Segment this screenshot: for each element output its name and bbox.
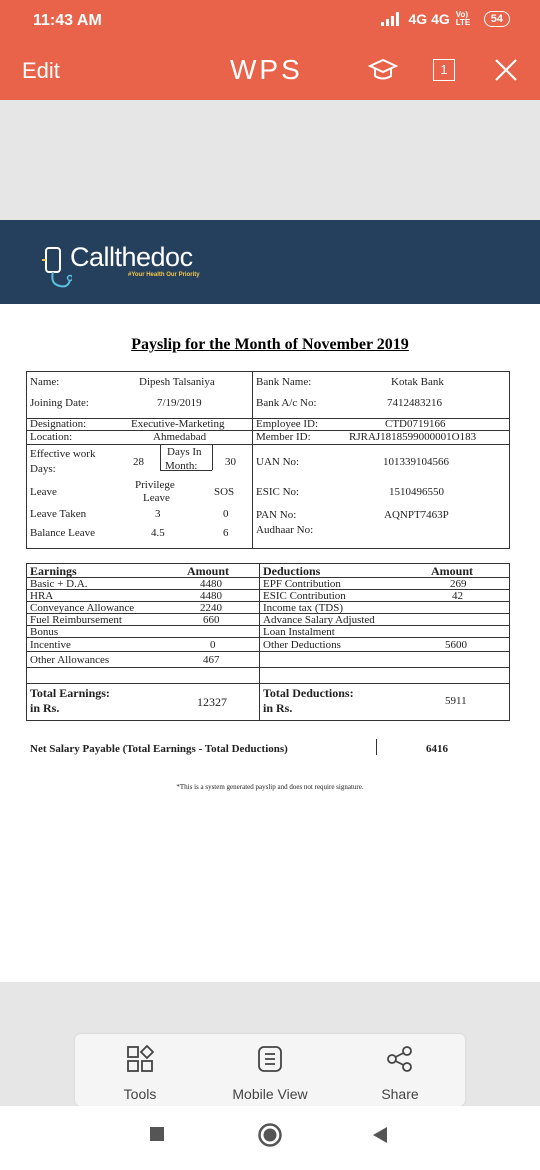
deduction-label: Advance Salary Adjusted: [263, 614, 375, 626]
deduction-label: EPF Contribution: [263, 578, 341, 590]
balance-leave-sos: 6: [223, 527, 229, 539]
designation-value: Executive-Marketing: [131, 418, 225, 430]
leave-taken-label: Leave Taken: [30, 508, 87, 520]
app-logo: WPS: [230, 54, 303, 85]
earning-label: Incentive: [30, 639, 71, 651]
net-divider: [376, 739, 377, 755]
earning-label: Fuel Reimbursement: [30, 614, 122, 626]
member-id-value: RJRAJ1818599000001O183: [349, 431, 477, 443]
payslip-footnote: *This is a system generated payslip and does not require signature.: [176, 783, 364, 791]
net-salary-value: 6416: [426, 743, 448, 755]
tools-button[interactable]: [95, 1044, 185, 1102]
bottom-action-panel: [75, 1034, 465, 1106]
total-deductions-label: Total Deductions:: [263, 686, 354, 700]
effective-days-value: 28: [133, 456, 144, 468]
phone-stethoscope-icon: [40, 242, 72, 292]
total-deductions-label-2: in Rs.: [263, 701, 293, 715]
earning-label: Conveyance Allowance: [30, 602, 135, 614]
share-icon: [386, 1045, 414, 1073]
employee-id-label: Employee ID:: [256, 418, 319, 430]
privilege-leave-label-2: Leave: [143, 492, 170, 504]
brand-tagline: #Your Health Our Priority: [128, 272, 200, 278]
share-button[interactable]: [355, 1044, 445, 1102]
esic-value: 1510496550: [389, 486, 444, 498]
total-earnings-value: 12327: [197, 695, 227, 709]
leave-taken-privilege: 3: [155, 508, 161, 520]
earning-label: Bonus: [30, 626, 59, 638]
total-deductions-value: 5911: [445, 695, 467, 707]
deduction-label: ESIC Contribution: [263, 590, 346, 602]
back-icon[interactable]: [372, 1126, 388, 1144]
earning-label: Basic + D.A.: [30, 578, 88, 590]
deduction-label: Income tax (TDS): [263, 602, 344, 614]
effective-days-label: Effective work: [30, 448, 96, 460]
company-banner: [0, 220, 540, 304]
name-value: Dipesh Talsaniya: [139, 376, 215, 388]
days-in-month-value: 30: [225, 456, 236, 468]
deduction-label: Loan Instalment: [263, 626, 335, 638]
total-earnings-label: Total Earnings:: [30, 686, 110, 700]
bank-account-label: Bank A/c No:: [256, 397, 317, 409]
pan-value: AQNPT7463P: [384, 509, 449, 521]
sos-label: SOS: [214, 486, 235, 498]
days-in-month-label: Days In: [167, 446, 202, 458]
mobile-view-icon: [256, 1044, 284, 1074]
esic-label: ESIC No:: [256, 486, 300, 498]
uan-label: UAN No:: [256, 456, 300, 468]
employee-info-table: [26, 371, 510, 549]
effective-days-label-2: Days:: [30, 463, 56, 475]
app-toolbar: [0, 42, 540, 100]
deduction-label: Other Deductions: [263, 639, 341, 651]
deductions-amount-header: Amount: [431, 564, 474, 578]
deductions-header: Deductions: [263, 564, 321, 578]
page-count-button[interactable]: 1: [433, 59, 455, 81]
brand-name: Callthedoc: [70, 242, 193, 272]
name-label: Name:: [30, 376, 60, 388]
member-id-label: Member ID:: [256, 431, 311, 443]
earning-amount: 467: [203, 654, 220, 666]
earnings-header: Earnings: [30, 564, 77, 578]
volte-label: Vo) LTE: [455, 10, 471, 27]
tools-icon: [126, 1045, 154, 1073]
designation-label: Designation:: [30, 418, 87, 430]
tools-label: Tools: [123, 1086, 157, 1102]
earning-amount: 0: [210, 639, 216, 651]
earning-amount: 4480: [200, 578, 222, 590]
status-time: 11:43 AM: [33, 12, 102, 29]
bank-name-value: Kotak Bank: [391, 376, 444, 388]
uan-value: 101339104566: [383, 456, 449, 468]
employee-id-value: CTD0719166: [385, 418, 446, 430]
earnings-amount-header: Amount: [187, 564, 230, 578]
document-page[interactable]: [0, 220, 540, 982]
payslip-title: Payslip for the Month of November 2019: [131, 336, 409, 353]
earnings-deductions-table: [26, 563, 510, 721]
bank-account-value: 7412483216: [387, 397, 442, 409]
edit-button[interactable]: Edit: [22, 58, 60, 83]
total-earnings-label-2: in Rs.: [30, 701, 60, 715]
status-indicators: [381, 11, 511, 27]
earning-amount: 4480: [200, 590, 222, 602]
aadhaar-label: Audhaar No:: [256, 524, 314, 536]
mobile-view-label: Mobile View: [232, 1086, 308, 1102]
graduation-cap-icon[interactable]: [368, 56, 398, 84]
home-icon[interactable]: [257, 1122, 283, 1148]
system-nav-bar: [0, 1106, 540, 1170]
pan-label: PAN No:: [256, 509, 297, 521]
close-icon[interactable]: [494, 58, 518, 82]
deduction-amount: 42: [452, 590, 463, 602]
days-in-month-label-2: Month:: [165, 460, 198, 472]
leave-label: Leave: [30, 486, 57, 498]
earning-amount: 2240: [200, 602, 222, 614]
net-salary-label: Net Salary Payable (Total Earnings - Total Deductions): [30, 743, 288, 755]
joining-date-label: Joining Date:: [30, 397, 89, 409]
earning-label: HRA: [30, 590, 54, 602]
network-label: 4G 4G: [408, 11, 450, 27]
share-label: Share: [381, 1086, 419, 1102]
mobile-view-button[interactable]: [225, 1044, 315, 1102]
earning-amount: 660: [203, 614, 220, 626]
bank-name-label: Bank Name:: [256, 376, 312, 388]
balance-leave-privilege: 4.5: [151, 527, 165, 539]
joining-date-value: 7/19/2019: [157, 397, 202, 409]
earning-label: Other Allowances: [30, 654, 110, 666]
balance-leave-label: Balance Leave: [30, 527, 96, 539]
location-value: Ahmedabad: [153, 431, 207, 443]
battery-indicator: 54: [484, 11, 510, 27]
status-bar: [0, 0, 540, 42]
recent-apps-icon[interactable]: [149, 1126, 165, 1142]
signal-icon: [381, 12, 403, 26]
deduction-amount: 269: [450, 578, 467, 590]
privilege-leave-label: Privilege: [135, 479, 175, 491]
location-label: Location:: [30, 431, 73, 443]
leave-taken-sos: 0: [223, 508, 229, 520]
deduction-amount: 5600: [445, 639, 467, 651]
